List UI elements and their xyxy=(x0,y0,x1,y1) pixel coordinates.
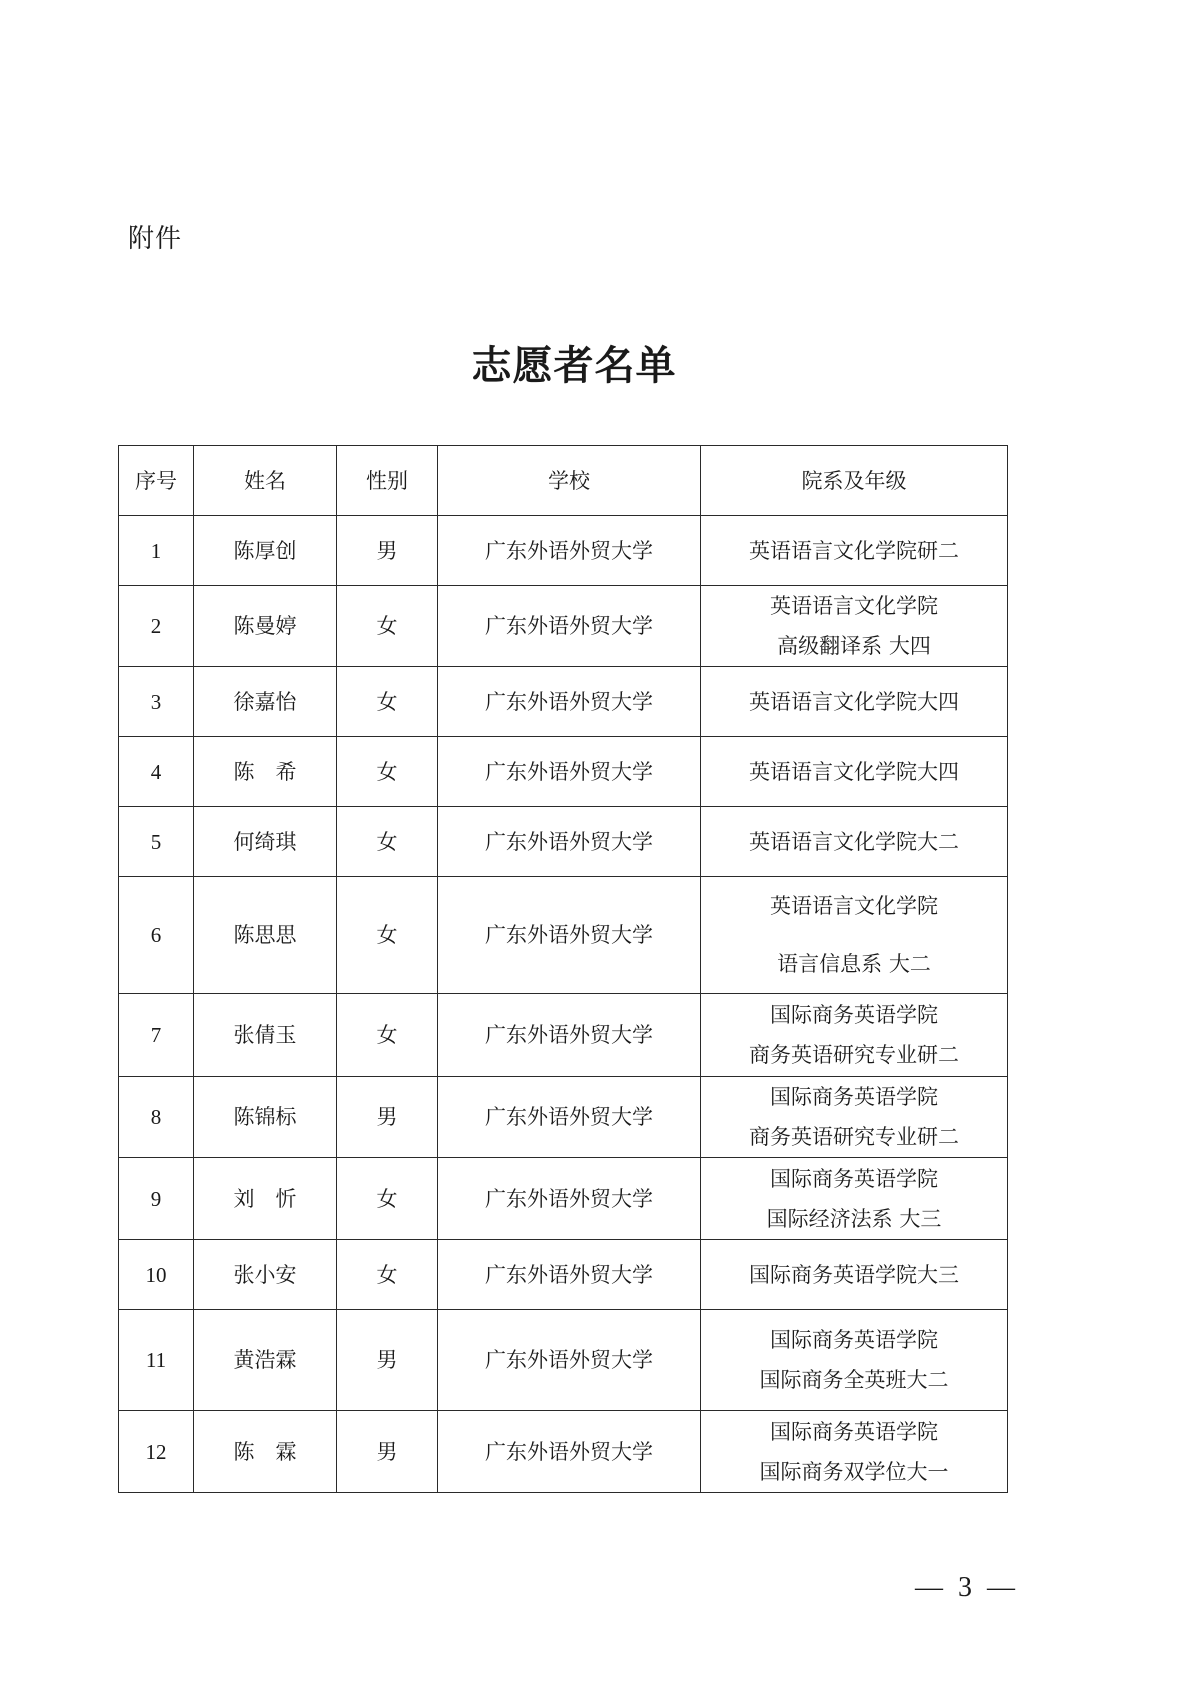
cell-dept xyxy=(701,877,1008,994)
cell-no: 9 xyxy=(119,1158,194,1240)
table-row xyxy=(119,877,1008,994)
table-body xyxy=(119,516,1008,1493)
table-row xyxy=(119,1310,1008,1411)
volunteer-table xyxy=(118,445,1008,1493)
cell-gender: 男 xyxy=(337,1077,438,1158)
cell-school: 广东外语外贸大学 xyxy=(438,994,701,1077)
cell-no: 12 xyxy=(119,1411,194,1493)
table-row xyxy=(119,1411,1008,1493)
document-title xyxy=(0,334,1186,391)
header-name: 姓名 xyxy=(194,446,337,516)
cell-school: 广东外语外贸大学 xyxy=(438,586,701,667)
cell-no: 2 xyxy=(119,586,194,667)
dept-line: 高级翻译系 大四 xyxy=(777,634,931,658)
table-row xyxy=(119,1240,1008,1310)
dept-line: 国际商务英语学院 xyxy=(770,1328,938,1352)
cell-dept xyxy=(701,516,1008,586)
cell-dept xyxy=(701,1310,1008,1411)
cell-gender: 女 xyxy=(337,807,438,877)
cell-dept xyxy=(701,737,1008,807)
cell-school: 广东外语外贸大学 xyxy=(438,1240,701,1310)
dept-line: 国际商务双学位大一 xyxy=(759,1459,949,1484)
cell-name: 陈思思 xyxy=(194,877,337,994)
cell-name: 陈 霖 xyxy=(194,1411,337,1493)
dept-line: 国际商务英语学院 xyxy=(770,1085,938,1109)
document-title-text: 志愿者名单 xyxy=(471,342,677,389)
page-number: — 3 — xyxy=(915,1572,1019,1603)
dept-line: 英语语言文化学院大四 xyxy=(749,689,959,714)
cell-school: 广东外语外贸大学 xyxy=(438,807,701,877)
cell-gender: 女 xyxy=(337,1158,438,1240)
cell-name: 黄浩霖 xyxy=(194,1310,337,1411)
cell-gender: 女 xyxy=(337,1240,438,1310)
cell-name: 徐嘉怡 xyxy=(194,667,337,737)
cell-gender: 男 xyxy=(337,1411,438,1493)
cell-name: 陈曼婷 xyxy=(194,586,337,667)
dept-line: 英语语言文化学院研二 xyxy=(749,538,959,563)
table-row xyxy=(119,807,1008,877)
cell-school: 广东外语外贸大学 xyxy=(438,1310,701,1411)
cell-gender: 女 xyxy=(337,737,438,807)
dept-line: 国际商务全英班大二 xyxy=(759,1368,949,1392)
table-row xyxy=(119,516,1008,586)
header-no: 序号 xyxy=(119,446,194,516)
cell-no: 8 xyxy=(119,1077,194,1158)
cell-school: 广东外语外贸大学 xyxy=(438,1077,701,1158)
dept-line: 国际商务英语学院大三 xyxy=(749,1262,959,1287)
table-header-row xyxy=(119,446,1008,516)
dept-line: 语言信息系 大二 xyxy=(777,952,931,976)
cell-no: 5 xyxy=(119,807,194,877)
cell-gender: 女 xyxy=(337,586,438,667)
cell-dept xyxy=(701,586,1008,667)
cell-no: 11 xyxy=(119,1310,194,1411)
cell-dept xyxy=(701,1240,1008,1310)
cell-gender: 男 xyxy=(337,516,438,586)
dept-line: 英语语言文化学院 xyxy=(770,594,938,618)
cell-gender: 女 xyxy=(337,994,438,1077)
cell-dept xyxy=(701,1411,1008,1493)
dept-line: 国际商务英语学院 xyxy=(770,1419,938,1444)
table-row xyxy=(119,994,1008,1077)
cell-no: 1 xyxy=(119,516,194,586)
header-dept: 院系及年级 xyxy=(701,446,1008,516)
dept-line: 英语语言文化学院大四 xyxy=(749,759,959,784)
table-row xyxy=(119,586,1008,667)
cell-dept xyxy=(701,1077,1008,1158)
dept-line: 英语语言文化学院大二 xyxy=(749,829,959,854)
dept-line: 国际商务英语学院 xyxy=(770,1166,938,1191)
cell-school: 广东外语外贸大学 xyxy=(438,737,701,807)
dept-line: 国际商务英语学院 xyxy=(770,1003,938,1027)
cell-name: 张小安 xyxy=(194,1240,337,1310)
cell-name: 陈 希 xyxy=(194,737,337,807)
cell-gender: 女 xyxy=(337,667,438,737)
cell-school: 广东外语外贸大学 xyxy=(438,877,701,994)
attachment-label: 附件 xyxy=(128,224,183,254)
cell-dept xyxy=(701,667,1008,737)
cell-dept xyxy=(701,807,1008,877)
cell-gender: 女 xyxy=(337,877,438,994)
cell-school: 广东外语外贸大学 xyxy=(438,1158,701,1240)
cell-school: 广东外语外贸大学 xyxy=(438,516,701,586)
header-gender: 性别 xyxy=(337,446,438,516)
cell-name: 陈厚创 xyxy=(194,516,337,586)
dept-line: 商务英语研究专业研二 xyxy=(749,1125,959,1149)
table-row xyxy=(119,737,1008,807)
dept-line: 英语语言文化学院 xyxy=(770,894,938,918)
cell-name: 陈锦标 xyxy=(194,1077,337,1158)
dept-line: 商务英语研究专业研二 xyxy=(749,1043,959,1067)
cell-dept xyxy=(701,1158,1008,1240)
cell-no: 3 xyxy=(119,667,194,737)
cell-dept xyxy=(701,994,1008,1077)
header-school: 学校 xyxy=(438,446,701,516)
dept-line: 国际经济法系 大三 xyxy=(766,1206,942,1231)
cell-school: 广东外语外贸大学 xyxy=(438,667,701,737)
cell-name: 何绮琪 xyxy=(194,807,337,877)
table-row xyxy=(119,667,1008,737)
cell-no: 4 xyxy=(119,737,194,807)
cell-no: 7 xyxy=(119,994,194,1077)
cell-gender: 男 xyxy=(337,1310,438,1411)
cell-school: 广东外语外贸大学 xyxy=(438,1411,701,1493)
cell-name: 张倩玉 xyxy=(194,994,337,1077)
table-row xyxy=(119,1158,1008,1240)
table-row xyxy=(119,1077,1008,1158)
cell-no: 6 xyxy=(119,877,194,994)
cell-no: 10 xyxy=(119,1240,194,1310)
cell-name: 刘 忻 xyxy=(194,1158,337,1240)
